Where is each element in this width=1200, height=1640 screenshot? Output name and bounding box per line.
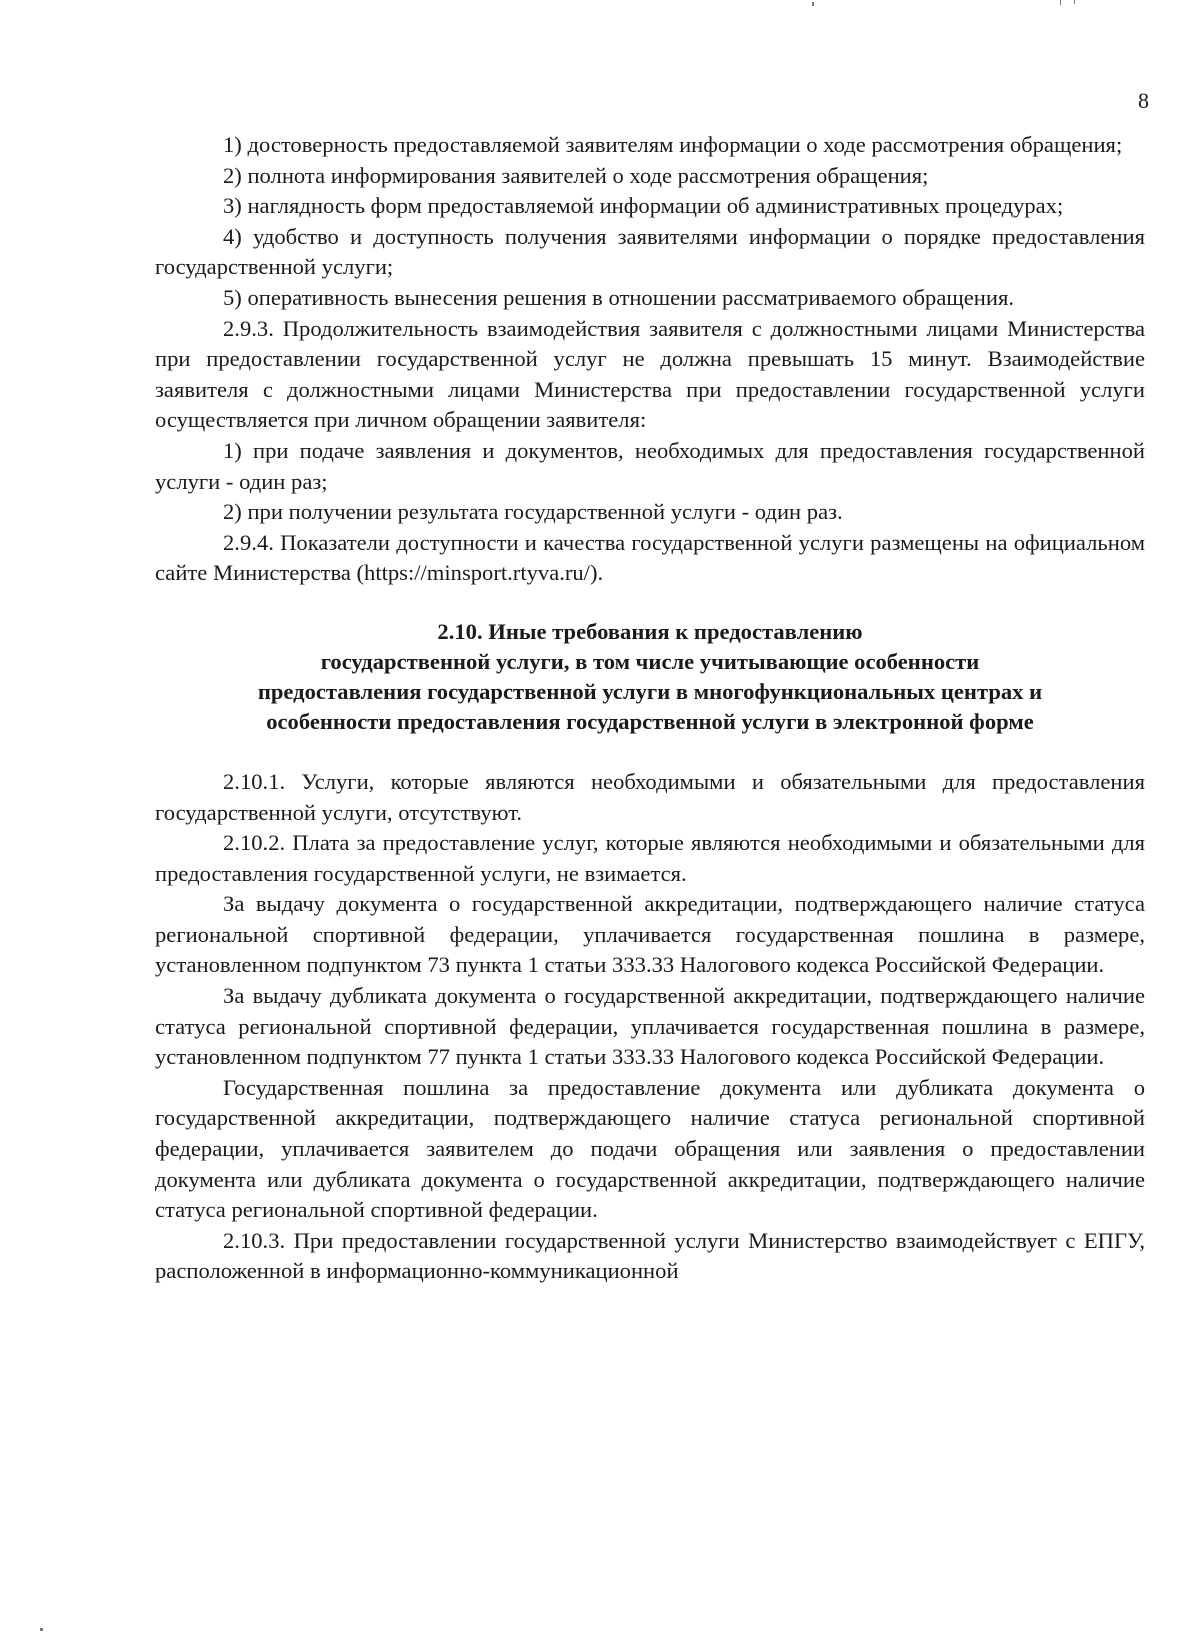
heading-line: 2.10. Иные требования к предоставлению [437,618,863,644]
paragraph: Государственная пошлина за предоставление документа или дубликата документа о государственной аккредитации, подтверждающего наличие статуса региональной спортивной федерации, уплачивается заявителем до подачи обращения или заявления о предоставлении документа или дубликата документа о государственной аккредитации, подтверждающего наличие статуса региональной спортивной федерации. [155,1074,1145,1223]
paragraph: 2.10.3. При предоставлении государственной услуги Министерство взаимодействует с ЕПГУ, расположенной в информационно-коммуникационной [155,1227,1145,1284]
section-heading [155,617,1145,737]
heading-line: предоставления государственной услуги в многофункциональных центрах и [257,678,1043,704]
page-number: 8 [1138,88,1149,113]
heading-line: государственной услуги, в том числе учитывающие особенности [320,648,980,674]
paragraph: 2.9.4. Показатели доступности и качества государственной услуги размещены на официальном сайте Министерства (https://minsport.rtyva.ru/). [155,529,1145,586]
scan-speck [40,1628,43,1631]
scan-speck [812,2,814,6]
scan-speck [1060,0,1061,5]
paragraph: 2) полнота информирования заявителей о ходе рассмотрения обращения; [223,162,929,188]
paragraph: 2) при получении результата государственной услуги - один раз. [223,499,843,525]
paragraph: 2.9.3. Продолжительность взаимодействия заявителя с должностными лицами Министерства при предоставлении государственной услуг не должна превышать 15 минут. Взаимодействие заявителя с должностными лицами Министерства при предоставлении государственной услуги осуществляется при личном обращении заявителя: [155,315,1145,433]
scan-speck [1074,0,1075,4]
document-body [155,130,1145,1287]
paragraph: 2.10.1. Услуги, которые являются необходимыми и обязательными для предоставления государственной услуги, отсутствуют. [155,768,1145,825]
heading-line: особенности предоставления государственной услуги в электронной форме [266,708,1034,734]
paragraph: За выдачу дубликата документа о государственной аккредитации, подтверждающего наличие статуса региональной спортивной федерации, уплачивается государственная пошлина в размере, установленном подпунктом 77 пункта 1 статьи 333.33 Налогового кодекса Российской Федерации. [155,983,1145,1070]
paragraph: 4) удобство и доступность получения заявителями информации о порядке предоставления государственной услуги; [155,223,1145,280]
paragraph: За выдачу документа о государственной аккредитации, подтверждающего наличие статуса региональной спортивной федерации, уплачивается государственная пошлина в размере, установленном подпунктом 73 пункта 1 статьи 333.33 Налогового кодекса Российской Федерации. [155,891,1145,978]
paragraph: 5) оперативность вынесения решения в отношении рассматриваемого обращения. [223,284,1014,310]
paragraph: 1) достоверность предоставляемой заявителям информации о ходе рассмотрения обращения; [223,132,1123,157]
paragraph: 1) при подаче заявления и документов, необходимых для предоставления государственной услуги - один раз; [155,437,1145,494]
paragraph: 2.10.2. Плата за предоставление услуг, которые являются необходимыми и обязательными для предоставления государственной услуги, не взимается. [155,830,1145,886]
paragraph: 3) наглядность форм предоставляемой информации об административных процедурах; [223,193,1064,219]
